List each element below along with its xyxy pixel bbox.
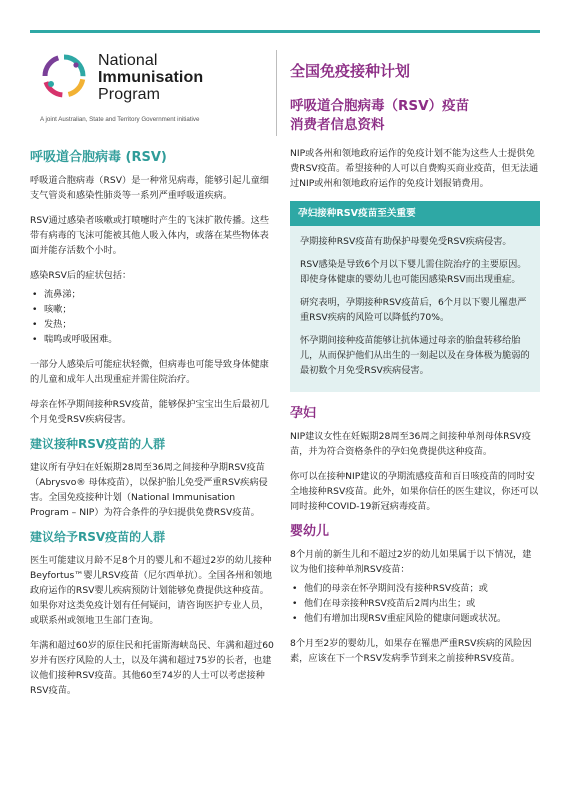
page-subtitle-line-2: 消费者信息资料 [290, 117, 385, 133]
page-subtitle-line-1: 呼吸道合胞病毒（RSV）疫苗 [290, 98, 470, 114]
list-item: • 流鼻涕； [30, 287, 274, 302]
paragraph: NIP或各州和领地政府运作的免疫计划不能为这些人士提供免费RSV疫苗。希望接种的人可以自费购买商业疫苗，但无法通过NIP或州和领地政府运作的免疫计划报销费用。 [290, 148, 539, 189]
page-subtitle [290, 97, 540, 135]
logo-wordmark [98, 52, 203, 103]
callout-heading: 孕妇接种RSV疫苗至关重要 [290, 201, 540, 226]
list-item: • 他们有增加出现RSV重症风险的健康问题或状况。 [290, 611, 540, 626]
logo-line-3: Program [98, 86, 161, 103]
heading-pregnant-women: 孕妇 [290, 406, 317, 421]
header-divider [276, 50, 277, 136]
list-item: • 发热； [30, 317, 274, 332]
header-titles [290, 60, 540, 135]
paragraph: 医生可能建议月龄不足8个月的婴儿和不超过2岁的幼儿接种Beyfortus™婴儿RSV疫苗（尼尔西单抗）。全国各州和领地政府运作的RSV婴儿疾病预防计划能够免费提供这种疫苗。如果你对这类免疫计划有任何疑问，请咨询医护专业人员，或联系州或领地卫生部门查询。 [30, 555, 272, 626]
right-column [290, 146, 540, 676]
callout-body [290, 226, 540, 392]
paragraph: 8个月前的新生儿和不超过2岁的幼儿如果属于以下情况，建议为他们接种单剂RSV疫苗： [290, 549, 532, 575]
logo-tagline: A joint Australian, State and Territory Government initiative [40, 116, 200, 123]
logo-line-1: National [98, 52, 158, 69]
nip-logo [40, 48, 270, 128]
list-item: • 他们的母亲在怀孕期间没有接种RSV疫苗；或 [290, 581, 540, 596]
heading-infants: 婴幼儿 [290, 524, 330, 539]
list-item: • 咳嗽； [30, 302, 274, 317]
paragraph: 你可以在接种NIP建议的孕期流感疫苗和百日咳疫苗的同时安全地接种RSV疫苗。此外，如果你信任的医生建议，你还可以同时接种COVID-19新冠病毒疫苗。 [290, 471, 539, 512]
list-item: • 喘鸣或呼吸困难。 [30, 332, 274, 347]
paragraph: 一部分人感染后可能症状轻微，但病毒也可能导致身体健康的儿童和成年人出现重症并需住院治疗。 [30, 359, 269, 385]
paragraph: RSV通过感染者咳嗽或打喷嚏时产生的飞沫扩散传播。这些带有病毒的飞沫可能被其他人吸入体内，或落在某些物体表面并能存活数个小时。 [30, 215, 269, 256]
symptoms-list [30, 287, 274, 347]
left-column [30, 150, 274, 708]
paragraph: NIP建议女性在妊娠期28周至36周之间接种单剂母体RSV疫苗，并为符合资格条件的孕妇免费提供这种疫苗。 [290, 431, 531, 457]
nip-logo-mark-icon [40, 52, 88, 100]
paragraph: 呼吸道合胞病毒（RSV）是一种常见病毒，能够引起儿童细支气管炎和感染性肺炎等一系列严重呼吸道疾病。 [30, 175, 269, 201]
paragraph: 孕期接种RSV疫苗有助保护母婴免受RSV疾病侵害。 [300, 236, 512, 247]
heading-rsv: 呼吸道合胞病毒 (RSV) [30, 150, 167, 165]
logo-line-2: Immunisation [98, 69, 204, 86]
symptoms-intro: 感染RSV后的症状包括： [30, 270, 132, 281]
paragraph: 建议所有孕妇在妊娠期28周至36周之间接种孕期RSV疫苗（Abrysvo® 母体疫苗），以保护胎儿免受严重RSV疾病侵害。全国免疫接种计划（National Immunisation Program – NIP）为符合条件的孕妇提供免费RSV疫苗。 [30, 462, 268, 518]
paragraph: 母亲在怀孕期间接种RSV疫苗，能够保护宝宝出生后最初几个月免受RSV疾病侵害。 [30, 399, 269, 425]
paragraph: 研究表明，孕期接种RSV疫苗后，6个月以下婴儿罹患严重RSV疾病的风险可以降低约70%。 [300, 297, 527, 323]
heading-recommended: 建议接种RSV疫苗的人群 [30, 437, 166, 451]
heading-may-be-given: 建议给予RSV疫苗的人群 [30, 530, 166, 544]
paragraph: 年满和超过60岁的原住民和托雷斯海峡岛民、年满和超过60岁并有医疗风险的人士，以及年满和超过75岁的长者，也建议他们接种RSV疫苗。其他60至74岁的人士可以考虑接种RSV疫苗。 [30, 640, 274, 696]
paragraph: RSV感染是导致6个月以下婴儿需住院治疗的主要原因。即使身体健康的婴幼儿也可能因感染RSV而出现重症。 [300, 259, 527, 285]
paragraph: 8个月至2岁的婴幼儿，如果存在罹患严重RSV疾病的风险因素，应该在下一个RSV发病季节到来之前接种RSV疫苗。 [290, 638, 532, 664]
callout-box [290, 201, 540, 392]
paragraph: 怀孕期间接种疫苗能够让抗体通过母亲的胎盘转移给胎儿，从而保护他们从出生的一刻起以及在身体极为脆弱的最初数个月免受RSV疾病侵害。 [300, 335, 530, 376]
page-title: 全国免疫接种计划 [290, 62, 411, 80]
infant-criteria-list [290, 581, 540, 626]
list-item: • 他们在母亲接种RSV疫苗后2周内出生；或 [290, 596, 540, 611]
top-rule [30, 30, 540, 33]
